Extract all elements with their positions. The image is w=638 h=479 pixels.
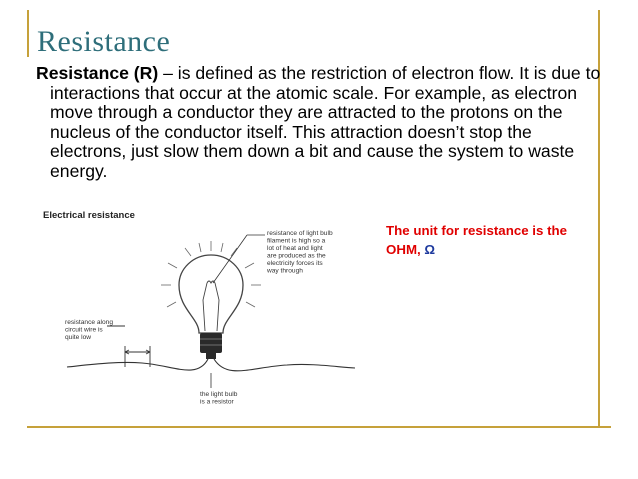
definition-paragraph bbox=[36, 64, 601, 182]
term-label: Resistance (R) bbox=[36, 63, 159, 83]
wire-caption: resistance along circuit wire is quite low bbox=[65, 319, 114, 341]
bulb-base bbox=[200, 333, 222, 353]
definition-text: – is defined as the restriction of electron flow. It is due to interactions that occur at the atomic scale. For example, as electron move through a conductor they are attracted to the protons on the nucleus of the conductor itself. This attraction doesn’t stop the electrons, just slow them down a bit and cause the system to waste energy. bbox=[50, 63, 601, 181]
electrical-resistance-figure bbox=[37, 205, 373, 426]
light-bulb-diagram bbox=[37, 205, 373, 426]
bulb-contact bbox=[206, 353, 216, 359]
bulb-caption: the light bulb is a resistor bbox=[200, 391, 238, 406]
filament-caption: resistance of light bulb filament is high so a lot of heat and light are produced as the electricity forces its way through bbox=[267, 230, 333, 275]
body-text bbox=[36, 64, 601, 182]
bottom-accent-line bbox=[27, 426, 611, 428]
figure-title: Electrical resistance bbox=[43, 210, 135, 221]
slide-title: Resistance bbox=[37, 25, 171, 58]
ohm-note bbox=[386, 221, 601, 259]
ohm-symbol: Ω bbox=[424, 242, 436, 257]
ohm-note-text: The unit for resistance is the OHM, bbox=[386, 223, 568, 257]
left-accent-line bbox=[27, 10, 29, 57]
